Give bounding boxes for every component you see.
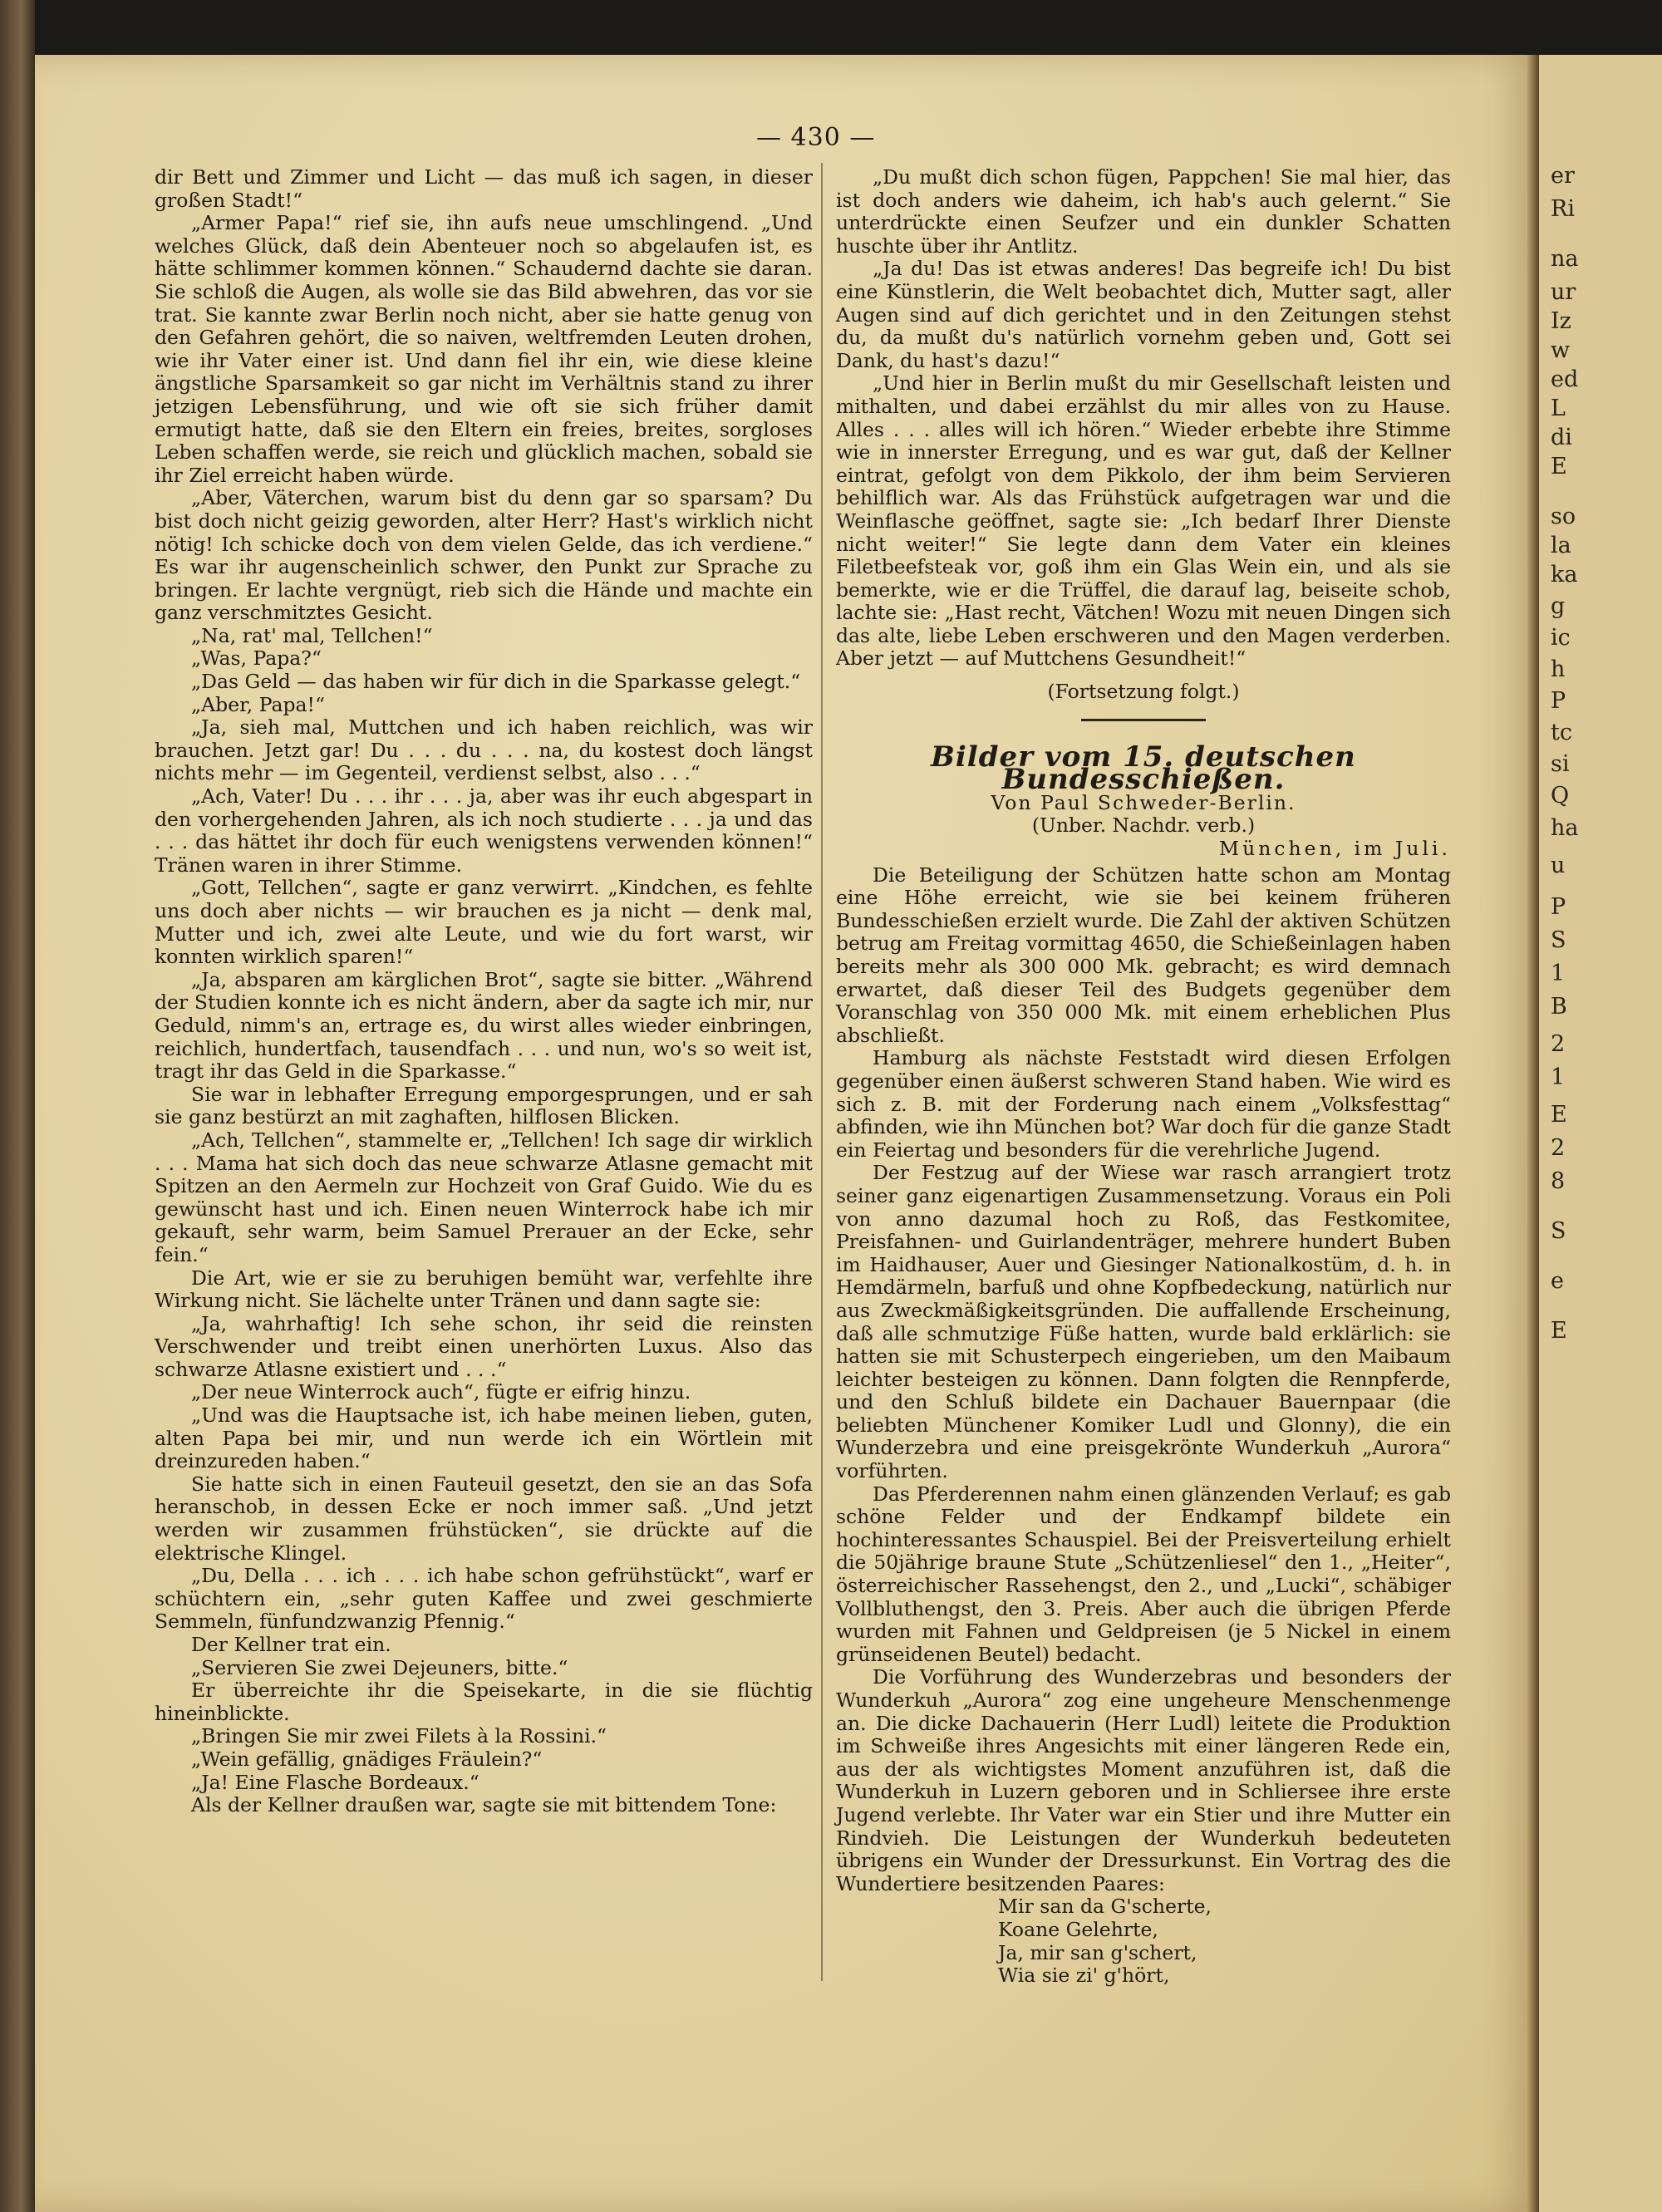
fragment-text: so	[1551, 504, 1576, 529]
fragment-text: P	[1551, 688, 1566, 714]
story-paragraph: „Ach, Vater! Du . . . ihr . . . ja, aber was ihr euch abgespart in den vorhergehenden Jahren, als ich noch studierte . . . ja und das . . . das hättet ihr doch für euch wenigstens verwenden können!“ Tränen waren in ihrer Stimme.	[155, 784, 813, 877]
story-paragraph: „Ja du! Das ist etwas anderes! Das begreife ich! Du bist eine Künstlerin, die Welt beobachtet dich, Mutter sagt, aller Augen sind auf dich gerichtet und in den Zeitungen stehst du, da mußt du's natürlich vornehm geben und, Gott sei Dank, du hast's dazu!“	[836, 257, 1451, 372]
verse	[836, 1895, 1451, 1987]
story-paragraph: „Bringen Sie mir zwei Filets à la Rossini.“	[191, 1724, 607, 1748]
fragment-text: e	[1551, 1268, 1564, 1294]
facing-page-fragment	[1539, 55, 1662, 2212]
story-paragraph: „Wein gefällig, gnädiges Fräulein?“	[191, 1747, 543, 1771]
serial-story-column	[155, 166, 813, 1817]
article-paragraph: Das Pferderennen nahm einen glänzenden Verlauf; es gab schöne Felder und der Endkampf bildete ein hochinteressantes Schauspiel. Bei der Preisverteilung erhielt die 50jährige braune Stute „Schützenliesel“ den 1., „Heiter“, österreichischer Rassehengst, den 2., und „Lucki“, schäbiger Vollbluthengst, den 3. Preis. Aber auch die übrigen Pferde wurden mit Fahnen und Geldpreisen (je 5 Nickel in einem grünseidenen Beutel) bedacht.	[836, 1482, 1451, 1666]
fragment-text: ic	[1551, 625, 1571, 651]
story-paragraph: „Das Geld — das haben wir für dich in die Sparkasse gelegt.“	[191, 670, 801, 694]
verse-line: Wia sie zi' g'hört,	[998, 1964, 1170, 1988]
fragment-text: ha	[1551, 815, 1579, 841]
fragment-text: Iz	[1551, 308, 1571, 334]
page-number: — 430 —	[756, 123, 876, 152]
fragment-text: B	[1551, 994, 1567, 1020]
right-column	[836, 166, 1451, 1988]
fragment-text: 2	[1551, 1135, 1566, 1161]
fragment-text: ur	[1551, 279, 1576, 305]
verse-line: Koane Gelehrte,	[998, 1917, 1158, 1941]
fragment-text: na	[1551, 246, 1579, 272]
article-paragraph: Der Festzug auf der Wiese war rasch arrangiert trotz seiner ganz eigenartigen Zusammensetzung. Voraus ein Poli von anno dazumal hoch zu Roß, das Festkomitee, Preisfahnen- und Guirlandenträger, mehrere hundert Buben im Haidhauser, Auer und Giesinger Nationalkostüm, d. h. in Hemdärmeln, barfuß und ohne Kopfbedeckung, natürlich nur aus Zweckmäßigkeitsgründen. Die auffallende Erscheinung, daß alle schmutzige Füße hatten, wurde bald erklärlich: sie hatten sie mit Schusterpech eingerieben, um den Maibaum leichter besteigen zu können. Dann folgten die Rennpferde, und den Schluß bildete ein Dachauer Bauernpaar (die beliebten Münchener Komiker Ludl und Glonny), die ein Wunderzebra und eine preisgekrönte Wunderkuh „Aurora“ vorführten.	[836, 1161, 1451, 1483]
fragment-text: 1	[1551, 1064, 1566, 1090]
column-divider	[821, 163, 823, 1981]
verse-line: Mir san da G'scherte,	[998, 1895, 1212, 1919]
fragment-text: S	[1551, 927, 1566, 953]
story-paragraph: „Und hier in Berlin mußt du mir Gesellschaft leisten und mithalten, und dabei erzählst du mir alles von zu Hause. Alles . . . alles will ich hören.“ Wieder erbebte ihre Stimme wie in innerster Erregung, und es war gut, daß der Kellner eintrat, gefolgt von dem Pikkolo, der ihm beim Servieren behilflich war. Als das Frühstück aufgetragen war und die Weinflasche geöffnet, sagte sie: „Ich bedarf Ihrer Dienste nicht weiter!“ Sie legte dann dem Vater ein kleines Filetbeefsteak vor, goß ihm ein Glas Wein ein, und als sie bemerkte, wie er die Trüffel, die darauf lag, beiseite schob, lachte sie: „Hast recht, Vätchen! Wozu mit neuen Dingen sich das alte, liebe Leben erschweren und den Magen verderben. Aber jetzt — auf Muttchens Gesundheit!“	[836, 371, 1451, 671]
article-paragraph: Die Beteiligung der Schützen hatte schon am Montag eine Höhe erreicht, wie sie bei keinem früheren Bundesschießen erzielt wurde. Die Zahl der aktiven Schützen betrug am Freitag vormittag 4650, die Schießeinlagen haben bereits mehr als 300 000 Mk. gebracht; es wird demnach erwartet, daß dieser Teil des Budgets gegenüber dem Voranschlag von 350 000 Mk. mit einem erheblichen Plus abschließt.	[836, 863, 1451, 1047]
story-paragraph: „Und was die Hauptsache ist, ich habe meinen lieben, guten, alten Papa bei mir, und nun werde ich ein Wörtlein mit dreinzureden haben.“	[155, 1403, 813, 1473]
story-paragraph: „Ja, sieh mal, Muttchen und ich haben reichlich, was wir brauchen. Jetzt gar! Du . . . du . . . na, du kostest doch längst nichts mehr — im Gegenteil, verdienst selbst, also . . .“	[155, 715, 813, 785]
story-paragraph: dir Bett und Zimmer und Licht — das muß ich sagen, in dieser großen Stadt!“	[155, 165, 813, 212]
story-paragraph: Der Kellner trat ein.	[191, 1633, 391, 1656]
fragment-text: E	[1551, 1102, 1567, 1128]
story-paragraph: „Was, Papa?“	[191, 646, 322, 671]
story-paragraph: „Ach, Tellchen“, stammelte er, „Tellchen! Ich sage dir wirklich . . . Mama hat sich doch das neue schwarze Atlasne gemacht mit Spitzen an den Aermeln zur Hochzeit von Graf Guido. Wie du es gewünscht hast und ich. Einen neuen Winterrock habe ich mir gekauft, sehr warm, beim Samuel Prerauer an der Ecke, sehr fein.“	[155, 1128, 813, 1266]
fragment-text: di	[1551, 425, 1572, 450]
article	[836, 740, 1451, 1988]
article-byline: Von Paul Schweder-Berlin.	[991, 790, 1296, 814]
story-paragraph: „Gott, Tellchen“, sagte er ganz verwirrt. „Kindchen, es fehlte uns doch aber nichts — wir brauchen es ja nicht — denk mal, Mutter und ich, zwei alte Leute, und wie du fort warst, wir konnten wirklich sparen!“	[155, 876, 813, 969]
story-paragraph: „Ja! Eine Flasche Bordeaux.“	[191, 1770, 479, 1794]
story-paragraph: „Du mußt dich schon fügen, Pappchen! Sie mal hier, das ist doch anders wie daheim, ich hab's auch gelernt.“ Sie unterdrückte einen Seufzer und ein dunkler Schatten huschte über ihr Antlitz.	[836, 165, 1451, 258]
story-paragraph: „Ja, absparen am kärglichen Brot“, sagte sie bitter. „Während der Studien konnte ich es nicht ändern, aber da sagte ich mir, nur Geduld, nimm's an, ertrage es, du wirst alles wieder einbringen, reichlich, hundertfach, tausendfach . . . und nun, wo's so weit ist, tragt ihr das Geld in die Sparkasse.“	[155, 967, 813, 1084]
story-paragraph: „Du, Della . . . ich . . . ich habe schon gefrühstückt“, warf er schüchtern ein, „sehr guten Kaffee und zwei geschmierte Semmeln, fünfundzwanzig Pfennig.“	[155, 1564, 813, 1634]
verse-line: Ja, mir san g'schert,	[998, 1940, 1197, 1964]
fragment-text: w	[1551, 337, 1571, 363]
fragment-text: ed	[1551, 366, 1579, 392]
fragment-text: u	[1551, 853, 1566, 878]
fragment-text: P	[1551, 894, 1566, 920]
section-rule	[1081, 719, 1206, 721]
fragment-text: 8	[1551, 1168, 1566, 1194]
page-gutter	[1527, 55, 1539, 2212]
fragment-text: h	[1551, 656, 1566, 682]
fragment-text: E	[1551, 1318, 1567, 1344]
article-dateline: München, im Juli.	[1219, 837, 1451, 861]
story-paragraph: „Aber, Väterchen, warum bist du denn gar so sparsam? Du bist doch nicht geizig geworden, alter Herr? Hast's wirklich nicht nötig! Ich schicke doch von dem vielen Gelde, das ich verdiene.“ Es war ihr augenscheinlich schwer, den Punkt zur Sprache zu bringen. Er lachte vergnügt, rieb sich die Hände und machte ein ganz verschmitztes Gesicht.	[155, 486, 813, 625]
story-paragraph: „Aber, Papa!“	[191, 692, 325, 716]
article-headline: Bilder vom 15. deutschen Bundesschießen.	[931, 740, 1356, 797]
story-paragraph: Er überreichte ihr die Speisekarte, in die sie flüchtig hineinblickte.	[155, 1679, 813, 1725]
story-paragraph: „Ja, wahrhaftig! Ich sehe schon, ihr seid die reinsten Verschwender und treibt einen unerhörten Luxus. Also das schwarze Atlasne existiert und . . .“	[155, 1311, 813, 1381]
article-paragraph: Hamburg als nächste Feststadt wird diesen Erfolgen gegenüber einen äußerst schweren Stand haben. Wie wird es sich z. B. mit der Forderung nach einem „Volksfesttag“ abfinden, wie ihn München bot? War doch für die ganze Stadt ein Feiertag und besonders für die verehrliche Jugend.	[836, 1046, 1451, 1162]
fragment-text: Q	[1551, 783, 1570, 809]
story-paragraph: Die Art, wie er sie zu beruhigen bemüht war, verfehlte ihre Wirkung nicht. Sie lächelte unter Tränen und dann sagte sie:	[155, 1266, 813, 1313]
binding-edge	[0, 0, 35, 2212]
fragment-text: S	[1551, 1218, 1566, 1244]
fragment-text: Ri	[1551, 196, 1575, 222]
fragment-text: L	[1551, 396, 1566, 421]
continuation-note: (Fortsetzung folgt.)	[1047, 680, 1240, 704]
fragment-text: ka	[1551, 562, 1578, 587]
story-continuation	[836, 166, 1451, 721]
story-paragraph: „Der neue Winterrock auch“, fügte er eifrig hinzu.	[191, 1380, 691, 1404]
story-paragraph: Sie hatte sich in einen Fauteuil gesetzt, den sie an das Sofa heranschob, in dessen Ecke er noch immer saß. „Und jetzt werden wir zusammen frühstücken“, sie drückte auf die elektrische Klingel.	[155, 1472, 813, 1565]
fragment-text: si	[1551, 751, 1570, 777]
fragment-text: tc	[1551, 720, 1572, 745]
story-paragraph: „Na, rat' mal, Tellchen!“	[191, 623, 433, 647]
fragment-text: 2	[1551, 1031, 1566, 1057]
fragment-text: er	[1551, 163, 1575, 189]
story-paragraph: Sie war in lebhafter Erregung emporgesprungen, und er sah sie ganz bestürzt an mit zaghaften, hilflosen Blicken.	[155, 1082, 813, 1129]
fragment-text: la	[1551, 533, 1571, 558]
fragment-text: g	[1551, 593, 1566, 619]
story-paragraph: Als der Kellner draußen war, sagte sie mit bittendem Tone:	[191, 1793, 777, 1817]
reprint-note: (Unber. Nachdr. verb.)	[1031, 814, 1256, 838]
story-paragraph: „Servieren Sie zwei Dejeuners, bitte.“	[191, 1655, 568, 1679]
fragment-text: 1	[1551, 961, 1566, 986]
fragment-text: E	[1551, 454, 1567, 479]
story-paragraph: „Armer Papa!“ rief sie, ihn aufs neue umschlingend. „Und welches Glück, daß dein Abenteuer noch so abgelaufen ist, es hätte schlimmer kommen können.“ Schaudernd dachte sie daran. Sie schloß die Augen, als wolle sie das Bild abwehren, das vor sie trat. Sie kannte zwar Berlin noch nicht, aber sie hatte genug von den Gefahren gehört, die so naiven, weltfremden Leuten drohen, wie ihr Vater einer ist. Und dann fiel ihr ein, wie diese kleine ängstliche Sparsamkeit so gar nicht im Verhältnis stand zu ihrer jetzigen Lebensführung, und wie oft sie sich früher damit ermutigt hatte, daß sie den Eltern ein freies, breites, sorgloses Leben schaffen werde, sie reich und glücklich machen, sobald sie ihr Ziel erreicht haben würde.	[155, 211, 813, 487]
article-paragraph: Die Vorführung des Wunderzebras und besonders der Wunderkuh „Aurora“ zog eine ungeheure Menschenmenge an. Die dicke Dachauerin (Herr Ludl) leitete die Produktion im Schweiße ihres Angesichts mit einer längeren Rede ein, aus der als wichtigstes Moment anzuführen ist, daß die Wunderkuh in Luzern geboren und in Schliersee ihre erste Jugend verlebte. Ihr Vater war ein Stier und ihre Mutter ein Rindvieh. Die Leistungen der Wunderkuh bedeuteten übrigens ein Wunder der Dressurkunst. Ein Vortrag des die Wundertiere besitzenden Paares:	[836, 1665, 1451, 1895]
